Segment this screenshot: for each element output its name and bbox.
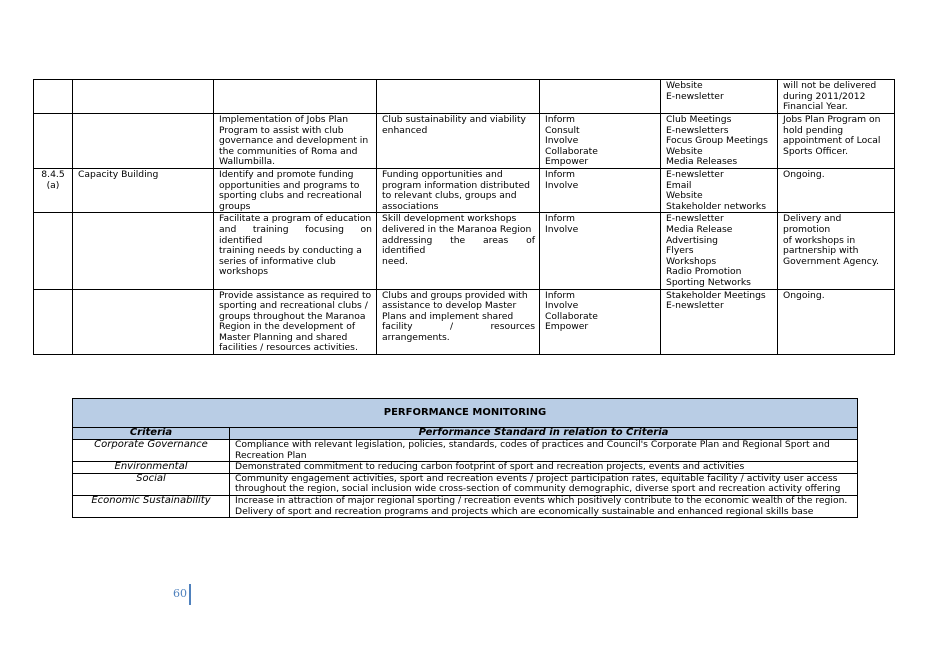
standard-cell xyxy=(230,440,858,462)
cell-line: Collaborate xyxy=(545,145,598,157)
cell-line: E-newsletter xyxy=(666,168,724,180)
cell-line: Empower xyxy=(545,156,589,168)
cell-line: Sporting Networks xyxy=(666,276,751,288)
cell-line: Identify and promote funding xyxy=(219,168,354,180)
cell-line: during 2011/2012 xyxy=(783,90,866,102)
cell-status xyxy=(778,114,895,169)
standard-header: Performance Standard in relation to Criteria xyxy=(230,428,858,440)
cell-name xyxy=(73,168,214,212)
cell-line: Master Planning and shared xyxy=(219,331,348,343)
cell-line: Inform xyxy=(545,168,575,180)
cell-line: Increase in attraction of major regional sporting / recreation events which positively contribute to the economic wealth of the region. xyxy=(235,494,848,506)
cell-line: series of informative club xyxy=(219,255,336,267)
cell-line: Media Release xyxy=(666,223,733,235)
cell-line: Flyers xyxy=(666,245,694,257)
cell-line: (a) xyxy=(46,179,60,191)
cell-communication xyxy=(661,213,778,289)
cell-name xyxy=(73,114,214,169)
cell-line: Ongoing. xyxy=(783,289,825,301)
cell-line: Website xyxy=(666,80,703,91)
cell-number xyxy=(34,114,73,169)
cell-line: Involve xyxy=(545,179,579,191)
cell-engagement xyxy=(540,114,661,169)
cell-line: Club sustainability and viability xyxy=(382,114,526,125)
criteria-cell: Corporate Governance xyxy=(73,440,230,462)
cell-line: Involve xyxy=(545,135,579,147)
cell-line: Email xyxy=(666,179,692,191)
cell-line: E-newsletter xyxy=(666,90,724,102)
cell-line: Sports Officer. xyxy=(783,145,849,157)
cell-action xyxy=(214,289,377,355)
cell-status xyxy=(778,168,895,212)
cell-line: Stakeholder Meetings xyxy=(666,289,766,301)
cell-line: E-newsletter xyxy=(666,300,724,312)
cell-line: will not be delivered xyxy=(783,80,877,91)
standard-cell xyxy=(230,462,858,474)
cell-line: hold pending xyxy=(783,124,844,136)
table-row xyxy=(34,289,895,355)
cell-line: Government Agency. xyxy=(783,255,879,267)
cell-line: Compliance with relevant legislation, policies, standards, codes of practices and Council's Corporate Plan and Regional Sport and xyxy=(235,439,830,450)
cell-line: Jobs Plan Program on xyxy=(783,114,881,125)
cell-line: facilities / resources activities. xyxy=(219,342,358,354)
cell-line: enhanced xyxy=(382,124,428,136)
cell-line: Club Meetings xyxy=(666,114,732,125)
cell-engagement xyxy=(540,213,661,289)
cell-line: workshops xyxy=(219,266,269,278)
cell-line: Radio Promotion xyxy=(666,266,742,278)
cell-outcome xyxy=(377,213,540,289)
cell-line: opportunities and programs to xyxy=(219,179,360,191)
cell-line: Inform xyxy=(545,213,575,225)
criteria-cell: Environmental xyxy=(73,462,230,474)
cell-line: Ongoing. xyxy=(783,168,825,180)
cell-status xyxy=(778,80,895,114)
cell-action xyxy=(214,213,377,289)
cell-line: Community engagement activities, sport and recreation events / project participation rates, equitable facility / activity user access xyxy=(235,472,838,484)
cell-action xyxy=(214,168,377,212)
standard-cell xyxy=(230,473,858,495)
cell-line: program information distributed xyxy=(382,179,530,191)
cell-line: E-newsletter xyxy=(666,213,724,225)
cell-line: Delivery of sport and recreation programs and projects which are economically sustainable and enhanced regional skills base xyxy=(235,505,814,517)
cell-outcome xyxy=(377,114,540,169)
table-row xyxy=(34,213,895,289)
cell-line: Website xyxy=(666,190,703,202)
cell-line: Wallumbilla. xyxy=(219,156,276,168)
table-row xyxy=(73,495,858,517)
table-row xyxy=(34,114,895,169)
cell-line: training needs by conducting a xyxy=(219,245,362,257)
cell-number xyxy=(34,289,73,355)
cell-status xyxy=(778,213,895,289)
page-number-bar xyxy=(189,584,191,605)
cell-line: and training focusing on identified xyxy=(219,223,372,246)
cell-line: Implementation of Jobs Plan xyxy=(219,114,349,125)
cell-engagement xyxy=(540,80,661,114)
cell-line: facility / resources arrangements. xyxy=(382,321,535,343)
cell-line: Involve xyxy=(545,223,579,235)
page-number: 60 xyxy=(173,587,187,600)
cell-line: 8.4.5 xyxy=(41,168,65,180)
cell-line: sporting and recreational clubs / xyxy=(219,300,368,312)
cell-engagement xyxy=(540,168,661,212)
table-row xyxy=(34,168,895,212)
cell-line: Advertising xyxy=(666,234,718,246)
cell-line: appointment of Local xyxy=(783,135,881,147)
cell-line: associations xyxy=(382,200,439,212)
cell-line: Provide assistance as required to xyxy=(219,289,372,301)
cell-line: Plans and implement shared xyxy=(382,310,514,322)
cell-line: to relevant clubs, groups and xyxy=(382,190,517,202)
cell-line: Capacity Building xyxy=(78,168,159,180)
cell-line: Program to assist with club xyxy=(219,124,344,136)
cell-line: Website xyxy=(666,145,703,157)
cell-line: Involve xyxy=(545,300,579,312)
cell-name xyxy=(73,213,214,289)
cell-communication xyxy=(661,289,778,355)
cell-outcome xyxy=(377,80,540,114)
cell-line: Funding opportunities and xyxy=(382,168,503,180)
table-row xyxy=(73,462,858,474)
cell-name xyxy=(73,80,214,114)
cell-line: need. xyxy=(382,255,408,267)
cell-line: partnership with xyxy=(783,245,859,257)
cell-line: Collaborate xyxy=(545,310,598,322)
cell-line: addressing the areas of identified xyxy=(382,234,535,257)
cell-line: Inform xyxy=(545,289,575,301)
criteria-cell: Economic Sustainability xyxy=(73,495,230,517)
cell-line: groups throughout the Maranoa xyxy=(219,310,366,322)
performance-monitoring-table xyxy=(72,398,858,518)
cell-line: delivered in the Maranoa Region xyxy=(382,223,532,235)
cell-line: Clubs and groups provided with xyxy=(382,289,528,301)
cell-communication xyxy=(661,114,778,169)
cell-line: Skill development workshops xyxy=(382,213,517,225)
cell-line: Stakeholder networks xyxy=(666,200,766,212)
table-row xyxy=(73,473,858,495)
cell-line: Delivery and promotion xyxy=(783,213,842,235)
action-plan-table xyxy=(33,79,895,355)
cell-line: governance and development in xyxy=(219,135,369,147)
table-row xyxy=(34,80,895,114)
table-row xyxy=(73,440,858,462)
cell-status xyxy=(778,289,895,355)
cell-line: the communities of Roma and xyxy=(219,145,358,157)
cell-line: Inform xyxy=(545,114,575,125)
cell-line: groups xyxy=(219,200,251,212)
criteria-cell: Social xyxy=(73,473,230,495)
cell-line: Facilitate a program of education xyxy=(219,213,372,225)
cell-outcome xyxy=(377,289,540,355)
cell-line: Media Releases xyxy=(666,156,738,168)
cell-name xyxy=(73,289,214,355)
cell-line: throughout the region, social inclusion wide cross-section of community demographic, diverse sport and recreation activity offering xyxy=(235,483,841,495)
cell-action xyxy=(214,114,377,169)
cell-line: Recreation Plan xyxy=(235,449,307,461)
cell-line: Focus Group Meetings xyxy=(666,135,768,147)
cell-line: Financial Year. xyxy=(783,101,848,113)
performance-title: PERFORMANCE MONITORING xyxy=(73,399,858,428)
cell-number xyxy=(34,168,73,212)
cell-action xyxy=(214,80,377,114)
cell-number xyxy=(34,213,73,289)
cell-line: Workshops xyxy=(666,255,717,267)
standard-cell xyxy=(230,495,858,517)
cell-line: Region in the development of xyxy=(219,321,356,333)
cell-engagement xyxy=(540,289,661,355)
cell-line: assistance to develop Master xyxy=(382,300,517,312)
cell-line: Empower xyxy=(545,321,589,333)
cell-line: of workshops in xyxy=(783,234,856,246)
cell-line: E-newsletters xyxy=(666,124,729,136)
cell-communication xyxy=(661,80,778,114)
cell-number xyxy=(34,80,73,114)
cell-outcome xyxy=(377,168,540,212)
criteria-header: Criteria xyxy=(73,428,230,440)
cell-communication xyxy=(661,168,778,212)
cell-line: Demonstrated commitment to reducing carbon footprint of sport and recreation projects, events and activities xyxy=(235,461,745,473)
cell-line: Consult xyxy=(545,124,580,136)
cell-line: sporting clubs and recreational xyxy=(219,190,362,202)
